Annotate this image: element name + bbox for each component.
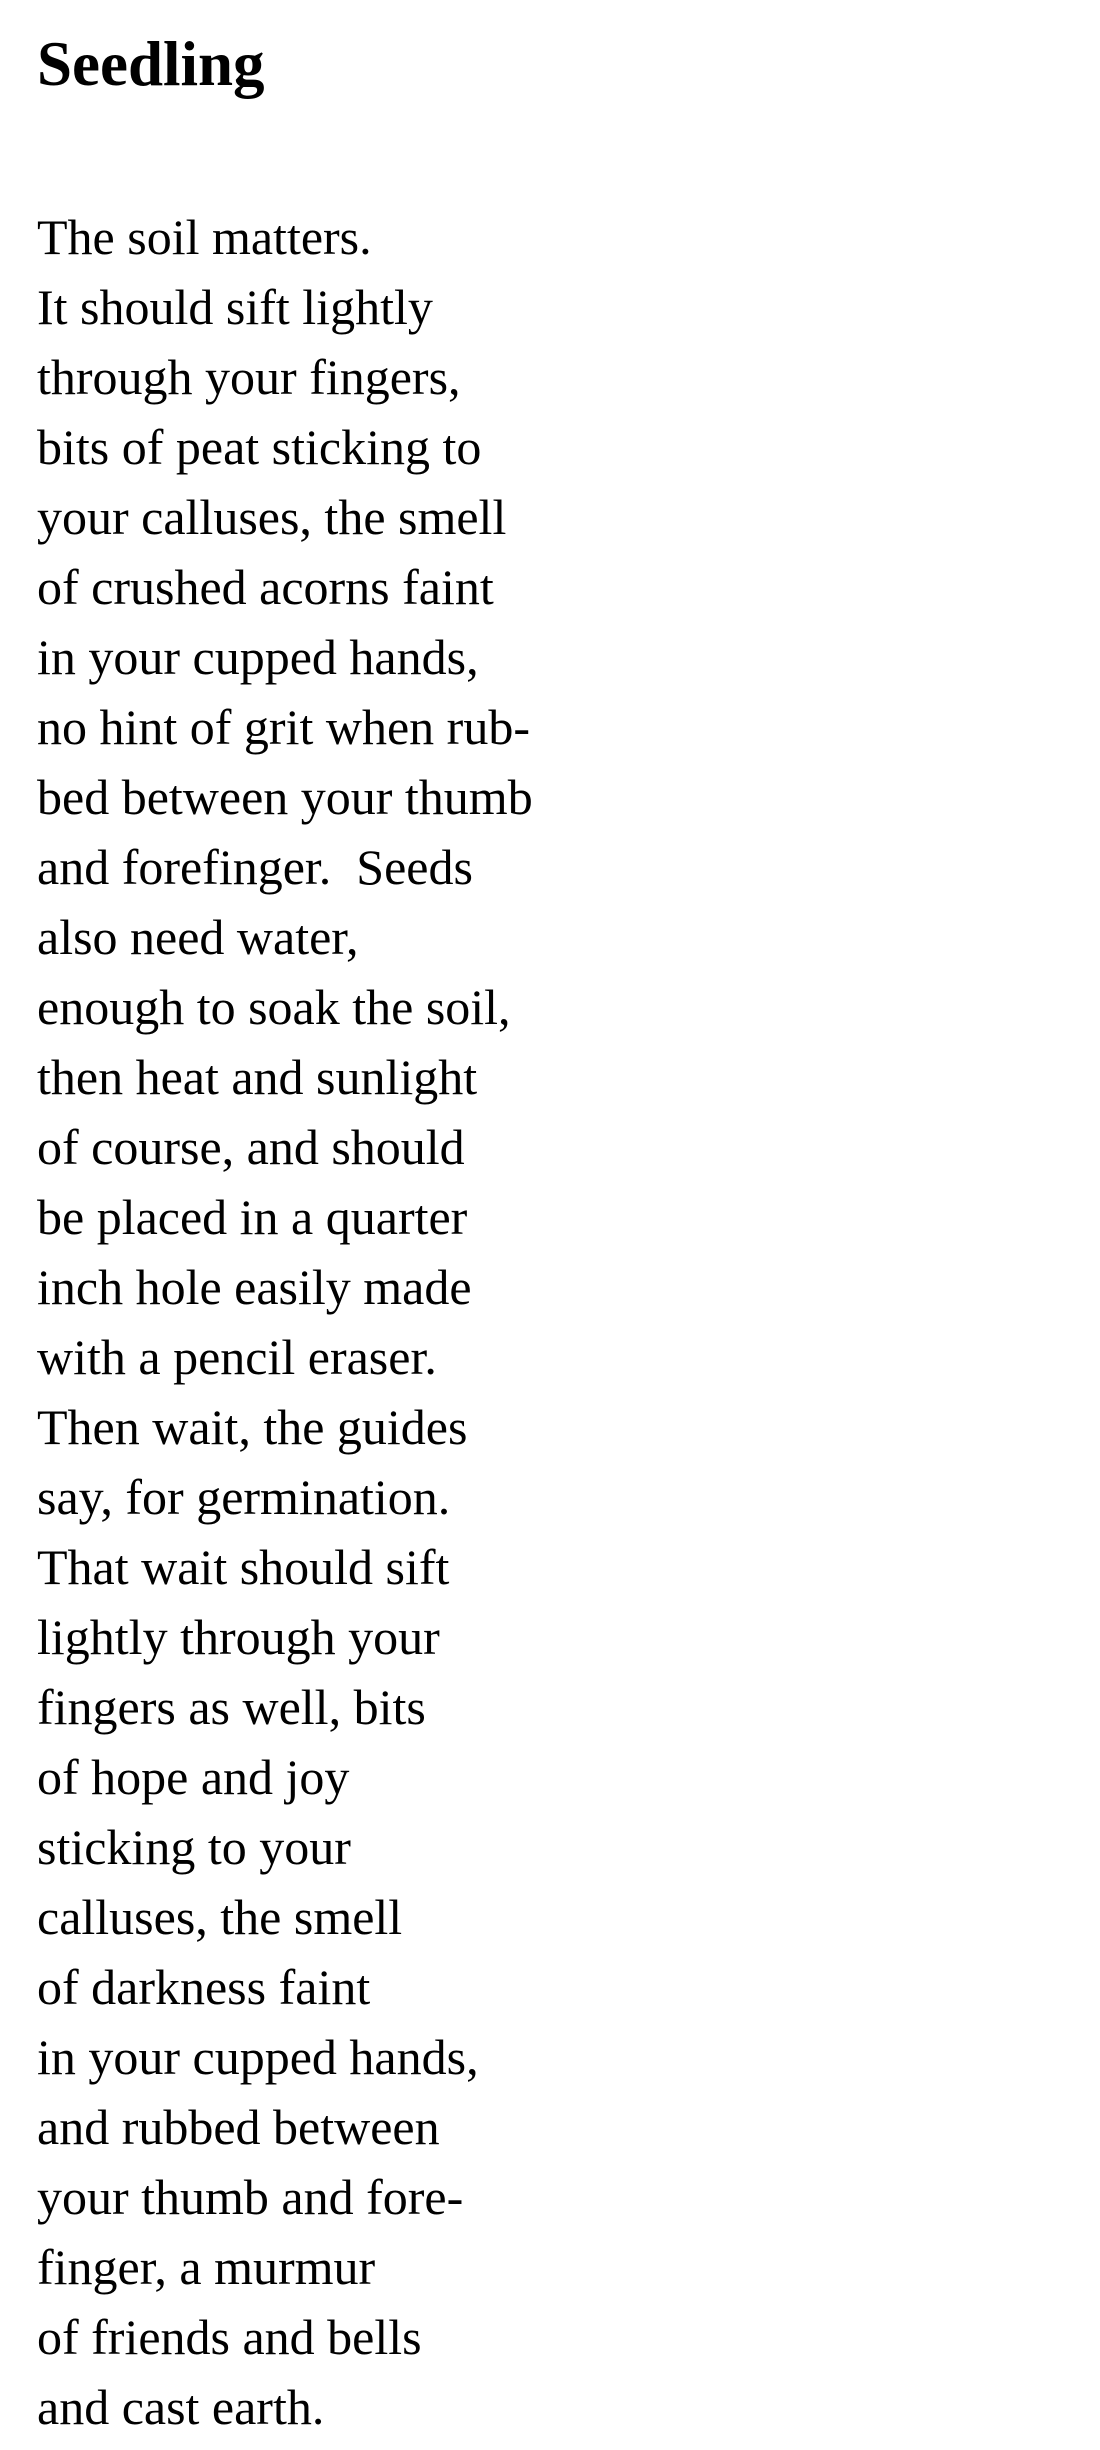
- poem-line: It should sift lightly: [37, 279, 433, 335]
- poem-line: That wait should sift: [37, 1539, 450, 1595]
- poem-line: your calluses, the smell: [37, 489, 507, 545]
- poem-line: of crushed acorns faint: [37, 559, 494, 615]
- poem-line: of hope and joy: [37, 1749, 350, 1805]
- poem-line: through your fingers,: [37, 349, 461, 405]
- poem-line: fingers as well, bits: [37, 1679, 426, 1735]
- poem-line: your thumb and fore-: [37, 2169, 464, 2225]
- poem-line: then heat and sunlight: [37, 1049, 478, 1105]
- poem-line: and cast earth.: [37, 2379, 325, 2435]
- poem-line: Then wait, the guides: [37, 1399, 468, 1455]
- poem-line: of friends and bells: [37, 2309, 422, 2365]
- poem-line: say, for germination.: [37, 1469, 451, 1525]
- poem-line: The soil matters.: [37, 209, 372, 265]
- poem-line: and rubbed between: [37, 2099, 440, 2155]
- poem-title: Seedling: [37, 29, 265, 99]
- poem-page: [37, 0, 1067, 2442]
- poem-line: with a pencil eraser.: [37, 1329, 437, 1385]
- poem-line: inch hole easily made: [37, 1259, 472, 1315]
- poem-line: lightly through your: [37, 1609, 440, 1665]
- poem-line: also need water,: [37, 909, 359, 965]
- poem-line: be placed in a quarter: [37, 1189, 468, 1245]
- poem-line: finger, a murmur: [37, 2239, 376, 2295]
- poem-line: and forefinger. Seeds: [37, 839, 473, 895]
- poem-line: enough to soak the soil,: [37, 979, 511, 1035]
- poem-line: in your cupped hands,: [37, 629, 479, 685]
- poem-line: no hint of grit when rub-: [37, 699, 530, 755]
- poem-line: of course, and should: [37, 1119, 465, 1175]
- poem-line: calluses, the smell: [37, 1889, 403, 1945]
- poem-line: in your cupped hands,: [37, 2029, 479, 2085]
- poem-line: of darkness faint: [37, 1959, 371, 2015]
- poem-line: bits of peat sticking to: [37, 419, 482, 475]
- poem-line: bed between your thumb: [37, 769, 533, 825]
- poem-line: sticking to your: [37, 1819, 351, 1875]
- poem-body: [37, 202, 1067, 2442]
